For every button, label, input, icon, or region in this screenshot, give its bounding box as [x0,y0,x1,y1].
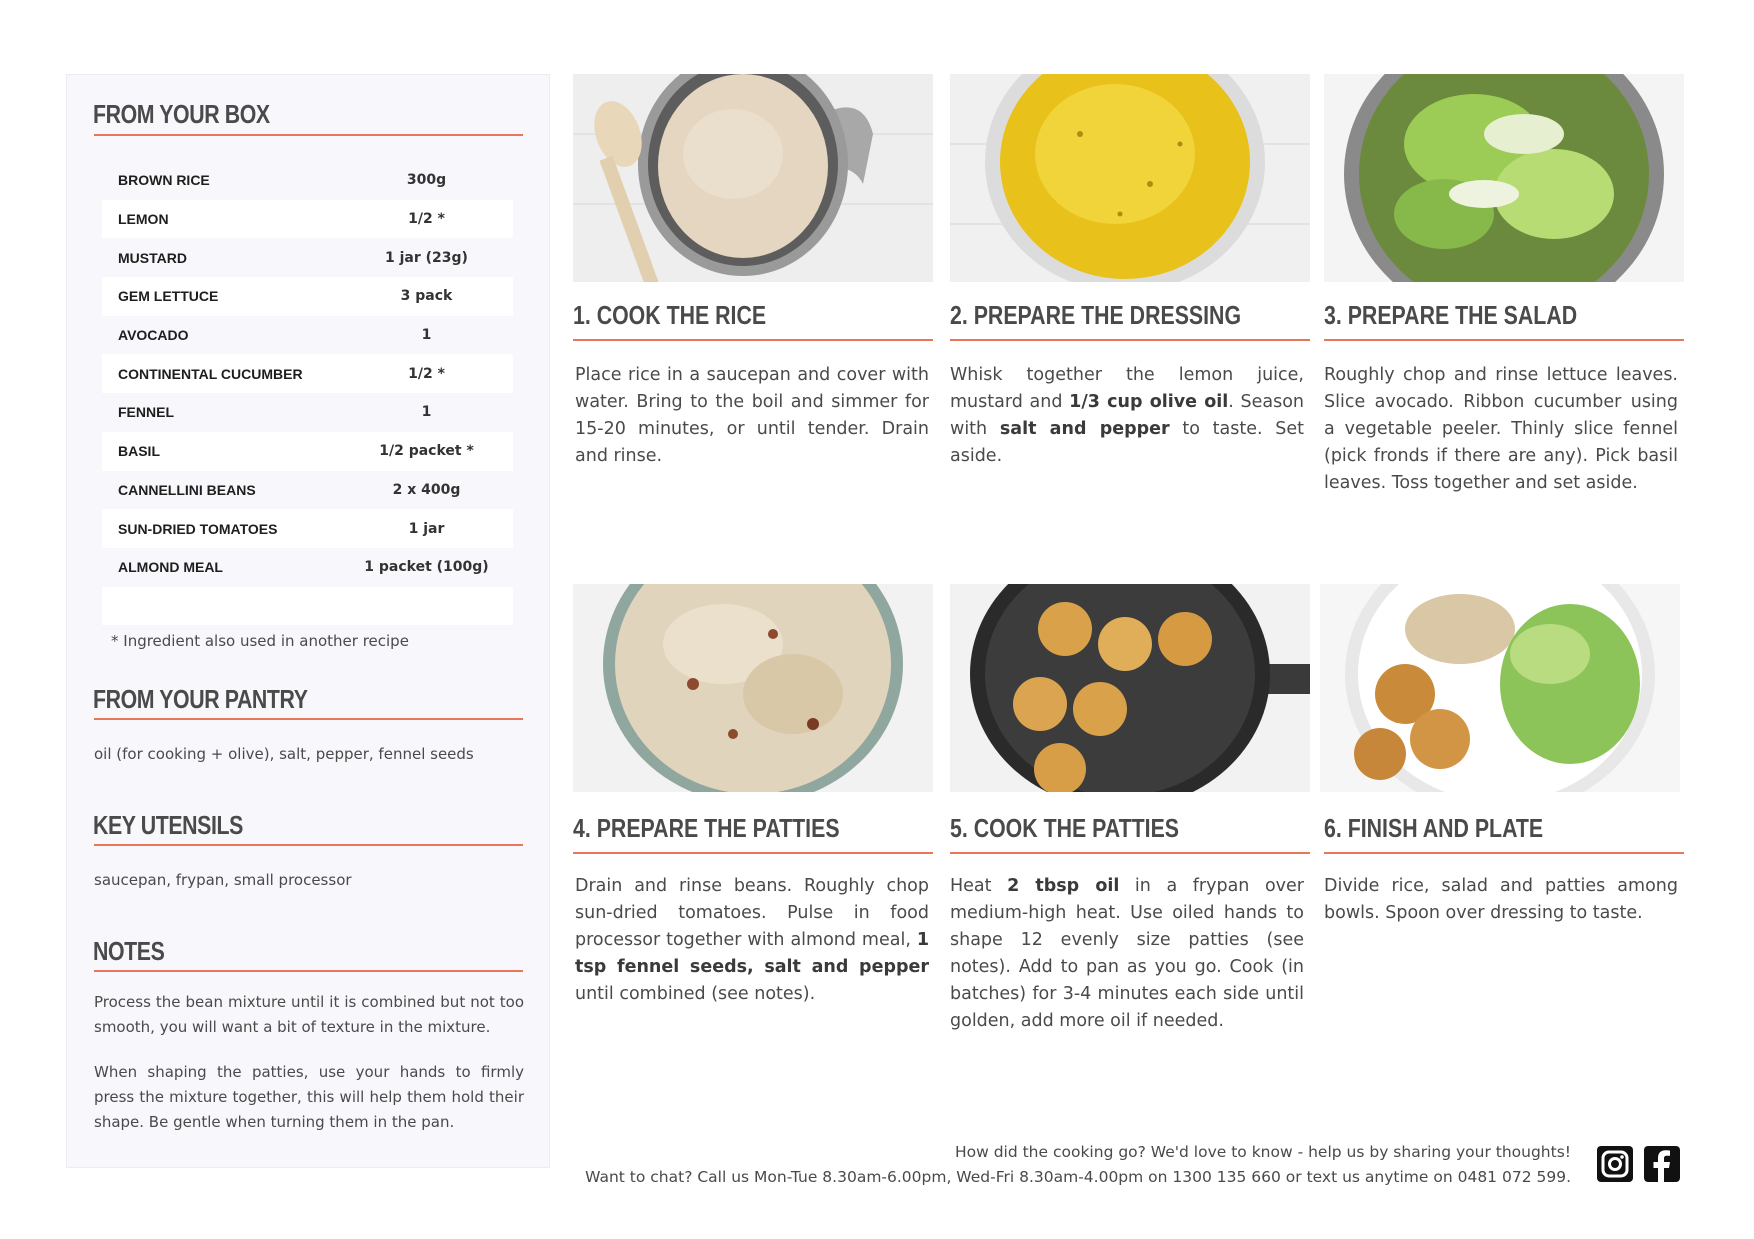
step-4-text [575,873,929,1008]
note-2: When shaping the patties, use your hands to firmly press the mixture together, this will help them hold their shape. Be gentle when turning them in the pan. [94,1063,524,1131]
from-your-box-heading: FROM YOUR BOX [93,99,270,129]
step-text: until combined (see notes). [575,984,816,1004]
ingredient-name: CANNELLINI BEANS [118,481,256,498]
ingredient-qty: 1/2 * [408,211,445,228]
step-text-bold: salt and pepper [999,419,1170,439]
step-text: Divide rice, salad and patties among bowls. Spoon over dressing to taste. [1324,876,1678,923]
step-text: in a frypan over medium-high heat. Use oiled hands to shape 12 evenly size patties (see notes). Add to pan as you go. Cook (in batches) for 3-4 minutes each side until golden, add more oil if needed. [950,876,1304,1031]
contact-text: Want to chat? Call us Mon-Tue 8.30am-6.00pm, Wed-Fri 8.30am-4.00pm on 1300 135 660 or text us anytime on 0481 072 599. [585,1168,1571,1186]
note-1: Process the bean mixture until it is combined but not too smooth, you will want a bit of texture in the mixture. [94,993,524,1036]
pantry-text: oil (for cooking + olive), salt, pepper, fennel seeds [94,745,474,763]
step-3-photo [1324,74,1684,282]
ingredient-name: LEMON [118,211,169,228]
ingredient-qty: 300g [406,172,447,189]
notes-heading: NOTES [93,936,165,966]
step-6-text [1324,873,1678,927]
feedback-text: How did the cooking go? We'd love to know - help us by sharing your thoughts! [954,1143,1571,1161]
ingredient-row [102,393,513,432]
ingredient-row [102,509,513,548]
footnote: * Ingredient also used in another recipe [111,632,409,650]
heading-rule [94,970,523,972]
ingredient-row [102,316,513,355]
ingredients-table [102,161,513,625]
step-text: Place rice in a saucepan and cover with water. Bring to the boil and simmer for 15-20 minutes, or until tender. Drain and rinse. [575,365,929,466]
step-rule [950,339,1310,341]
step-text-bold: 1 tsp fennel seeds, salt and pepper [575,930,929,977]
ingredient-row [102,548,513,587]
step-rule [1324,339,1684,341]
ingredients-panel [66,74,550,1168]
step-text: Whisk together the lemon juice, mustard and [950,365,1304,412]
step-1-photo [573,74,933,282]
heading-rule [94,134,523,136]
step-rule [950,852,1310,854]
ingredient-name: SUN-DRIED TOMATOES [118,520,278,537]
ingredient-qty: 1 [421,404,432,421]
ingredient-qty: 1 jar [408,520,445,537]
ingredient-row [102,354,513,393]
ingredient-name: AVOCADO [118,327,189,344]
heading-rule [94,718,523,720]
step-text: Drain and rinse beans. Roughly chop sun-dried tomatoes. Pulse in food processor together with almond meal, [575,876,929,950]
step-text: to taste. Set aside. [950,419,1304,466]
step-rule [573,852,933,854]
step-6-photo [1320,584,1680,792]
ingredient-qty: 3 pack [400,288,453,305]
step-5-title: 5. COOK THE PATTIES [950,813,1180,843]
step-4-title: 4. PREPARE THE PATTIES [573,813,840,843]
step-6-title: 6. FINISH AND PLATE [1324,813,1544,843]
step-text-bold: 1/3 cup olive oil [1069,392,1229,412]
ingredient-name: MUSTARD [118,249,187,266]
step-4-photo [573,584,933,792]
step-2-photo [950,74,1310,282]
step-1-title: 1. COOK THE RICE [573,300,767,330]
heading-rule [94,844,523,846]
ingredient-qty: 1/2 * [408,365,445,382]
ingredient-name: GEM LETTUCE [118,288,219,305]
utensils-text: saucepan, frypan, small processor [94,871,352,889]
ingredient-name: BROWN RICE [118,172,210,189]
step-text: . Season with [950,392,1305,439]
step-text: Roughly chop and rinse lettuce leaves. Slice avocado. Ribbon cucumber using a vegetable peeler. Thinly slice fennel (pick fronds if there are any). Pick basil leaves. Toss together and set aside. [1324,365,1678,493]
from-your-pantry-heading: FROM YOUR PANTRY [93,684,308,714]
ingredient-qty: 1/2 packet * [379,443,474,460]
ingredient-name: FENNEL [118,404,174,421]
ingredient-row [102,587,513,626]
step-2-title: 2. PREPARE THE DRESSING [950,300,1242,330]
ingredient-row [102,277,513,316]
ingredient-row [102,200,513,239]
ingredient-name: CONTINENTAL CUCUMBER [118,365,303,382]
ingredient-row [102,238,513,277]
step-1-text [575,362,929,470]
step-3-title: 3. PREPARE THE SALAD [1324,300,1578,330]
ingredient-name: ALMOND MEAL [118,559,223,576]
ingredient-qty: 1 jar (23g) [385,249,468,266]
step-2-text [950,362,1304,470]
key-utensils-heading: KEY UTENSILS [93,810,243,840]
step-5-photo [950,584,1310,792]
ingredient-name: BASIL [118,443,160,460]
step-3-text [1324,362,1678,497]
ingredient-qty: 1 packet (100g) [364,559,489,576]
step-text: Heat [950,876,1008,896]
ingredient-qty: 1 [421,327,432,344]
instagram-icon[interactable] [1597,1146,1633,1182]
ingredient-row [102,432,513,471]
step-5-text [950,873,1304,1035]
step-rule [1324,852,1684,854]
ingredient-row [102,161,513,200]
step-text-bold: 2 tbsp oil [1007,876,1120,896]
step-rule [573,339,933,341]
ingredient-qty: 2 x 400g [392,481,461,498]
ingredient-row [102,471,513,510]
facebook-icon[interactable] [1644,1146,1680,1182]
